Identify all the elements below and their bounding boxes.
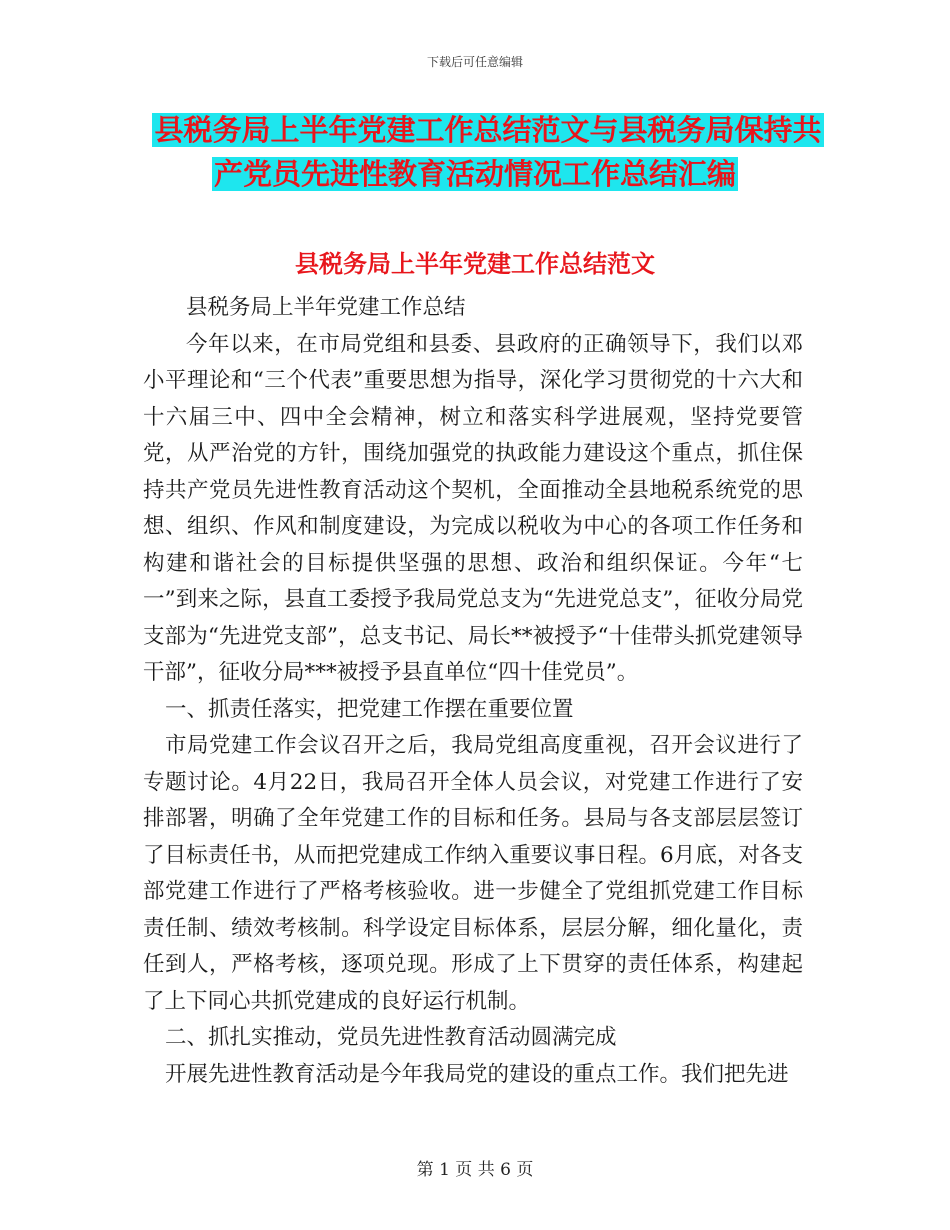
document-title-line-2: 产党员先进性教育活动情况工作总结汇编 bbox=[213, 157, 736, 191]
document-title-line-1: 县税务局上半年党建工作总结范文与县税务局保持共 bbox=[154, 113, 822, 147]
section-2-paragraph: 开展先进性教育活动是今年我局党的建设的重点工作。我们把先进 bbox=[165, 1061, 789, 1087]
header-note: 下载后可任意编辑 bbox=[426, 55, 523, 69]
intro-paragraph: 今年以来，在市局党组和县委、县政府的正确领导下，我们以邓小平理论和“三个代表”重要思想为指导，深化学习贯彻党的十六大和十六届三中、四中全会精神，树立和落实科学进展观，坚持党要管党，从严治党的方针，围绕加强党的执政能力建设这个重点，抓住保持共产党员先进性教育活动这个契机，全面推动全县地税系统党的思想、组织、作风和制度建设，为完成以税收为中心的各项工作任务和构建和谐社会的目标提供坚强的思想、政治和组织保证。今年“七一”到来之际，县直工委授予我局党总支为“先进党总支”，征收分局党支部为“先进党支部”，总支书记、局长**被授予“十佳带头抓党建领导干部”，征收分局***被授予县直单位“四十佳党员”。 bbox=[143, 331, 803, 685]
document-body bbox=[143, 290, 803, 1093]
section-1-paragraph: 市局党建工作会议召开之后，我局党组高度重视，召开会议进行了专题讨论。4月22日，我局召开全体人员会议，对党建工作进行了安排部署，明确了全年党建工作的目标和任务。县局与各支部层层签订了目标责任书，从而把党建成工作纳入重要议事日程。6月底，对各支部党建工作进行了严格考核验收。进一步健全了党组抓党建工作目标责任制、绩效考核制。科学设定目标体系，层层分解，细化量化，责任到人，严格考核，逐项兑现。形成了上下贯穿的责任体系，构建起了上下同心共抓党建成的良好运行机制。 bbox=[143, 733, 803, 1014]
section-heading-1: 一、抓责任落实，把党建工作摆在重要位置 bbox=[165, 696, 574, 722]
section-title: 县税务局上半年党建工作总结范文 bbox=[295, 250, 655, 278]
section-heading-2: 二、抓扎实推动，党员先进性教育活动圆满完成 bbox=[165, 1025, 617, 1050]
page-footer: 第 1 页 共 6 页 bbox=[416, 1160, 534, 1180]
subtitle-paragraph: 县税务局上半年党建工作总结 bbox=[186, 295, 466, 320]
